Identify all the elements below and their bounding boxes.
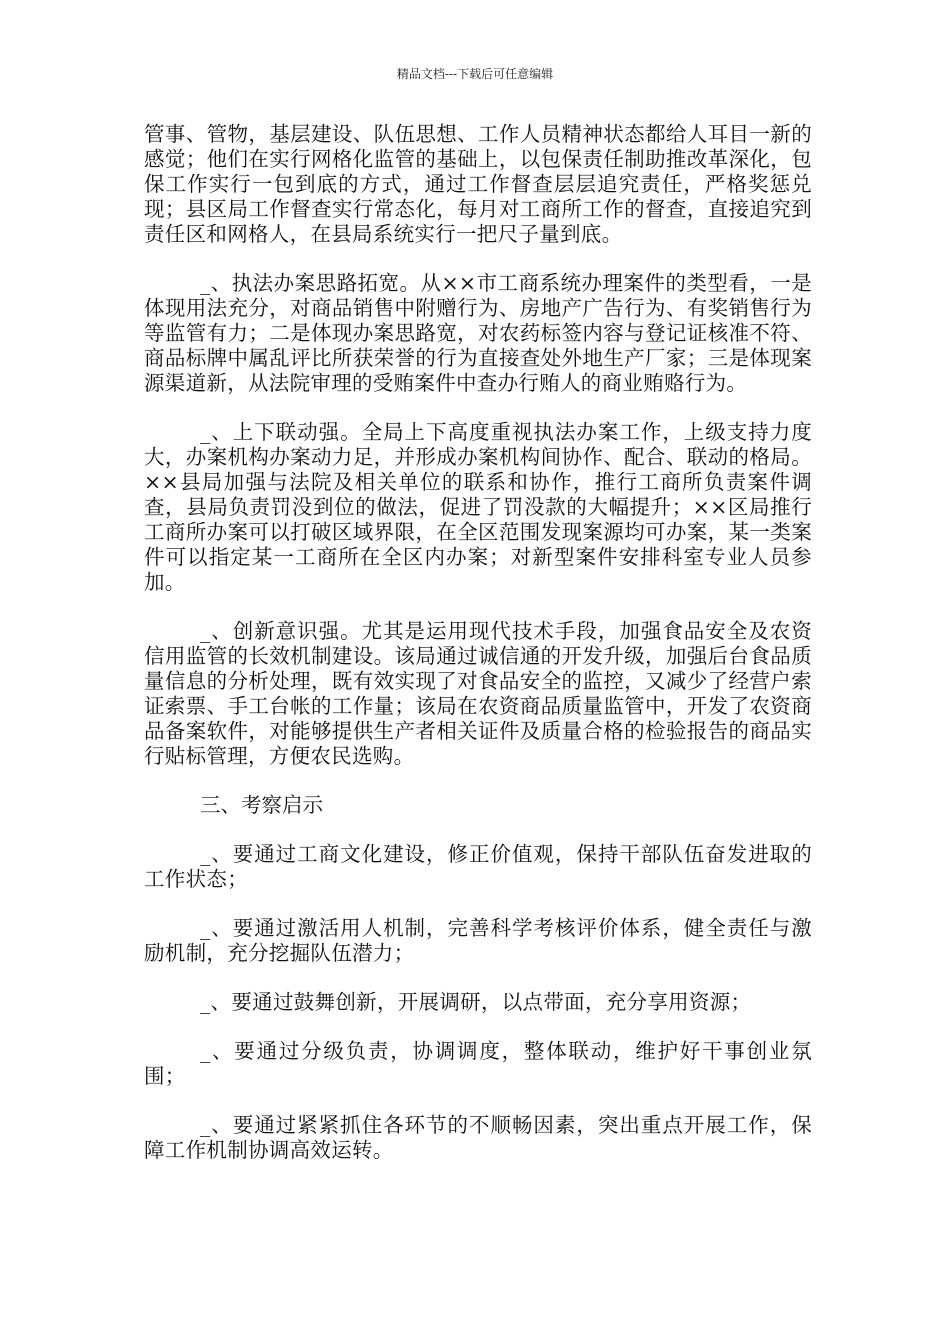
insight-item-5: _、要通过紧紧抓住各环节的不顺畅因素，突出重点开展工作，保障工作机制协调高效运转。 xyxy=(144,1113,812,1162)
insight-item-3: _、要通过鼓舞创新，开展调研，以点带面，充分享用资源； xyxy=(200,990,752,1014)
insight-item-2: _、要通过激活用人机制，完善科学考核评价体系，健全责任与激励机制，充分挖掘队伍潜力； xyxy=(144,916,812,965)
paragraph-enforcement: _、执法办案思路拓宽。从××市工商系统办理案件的类型看，一是体现用法充分，对商品销售中附赠行为、房地产广告行为、有奖销售行为等监管有力；二是体现办案思路宽，对农药标签内容与登记证核准不符、商品标牌中属乱评比所获荣誉的行为直接查处外地生产厂家；三是体现案源渠道新，从法院审理的受贿案件中查办行贿人的商业贿赂行为。 xyxy=(144,271,812,395)
insight-item-4: _、要通过分级负责，协调调度，整体联动，维护好干事创业氛围； xyxy=(144,1039,812,1088)
section-heading: 三、考察启示 xyxy=(200,793,323,817)
insight-item-1: _、要通过工商文化建设，修正价值观，保持干部队伍奋发进取的工作状态； xyxy=(144,842,812,891)
paragraph-coordination: _、上下联动强。全局上下高度重视执法办案工作，上级支持力度大，办案机构办案动力足，并形成办案机构间协作、配合、联动的格局。××县局加强与法院及相关单位的联系和协作，推行工商所负责案件调查，县局负责罚没到位的做法，促进了罚没款的大幅提升；××区局推行工商所办案可以打破区域界限，在全区范围发现案源均可办案，某一类案件可以指定某一工商所在全区内办案；对新型案件安排科室专业人员参加。 xyxy=(144,420,812,594)
document-body xyxy=(144,122,812,1187)
paragraph-innovation: _、创新意识强。尤其是运用现代技术手段，加强食品安全及农资信用监管的长效机制建设。该局通过诚信通的开发升级，加强后台食品质量信息的分析处理，既有效实现了对食品安全的监控，又减少了经营户索证索票、手工台帐的工作量；该局在农资商品质量监管中，开发了农资商品备案软件，对能够提供生产者相关证件及质量合格的检验报告的商品实行贴标管理，方便农民选购。 xyxy=(144,619,812,768)
page-header: 精品文档---下载后可任意编辑 xyxy=(396,67,554,81)
paragraph-continuation: 管事、管物，基层建设、队伍思想、工作人员精神状态都给人耳目一新的感觉；他们在实行网格化监管的基础上，以包保责任制助推改革深化，包保工作实行一包到底的方式，通过工作督查层层追究责任，严格奖惩兑现；县区局工作督查实行常态化，每月对工商所工作的督查，直接追究到责任区和网格人，在县局系统实行一把尺子量到底。 xyxy=(144,122,812,246)
